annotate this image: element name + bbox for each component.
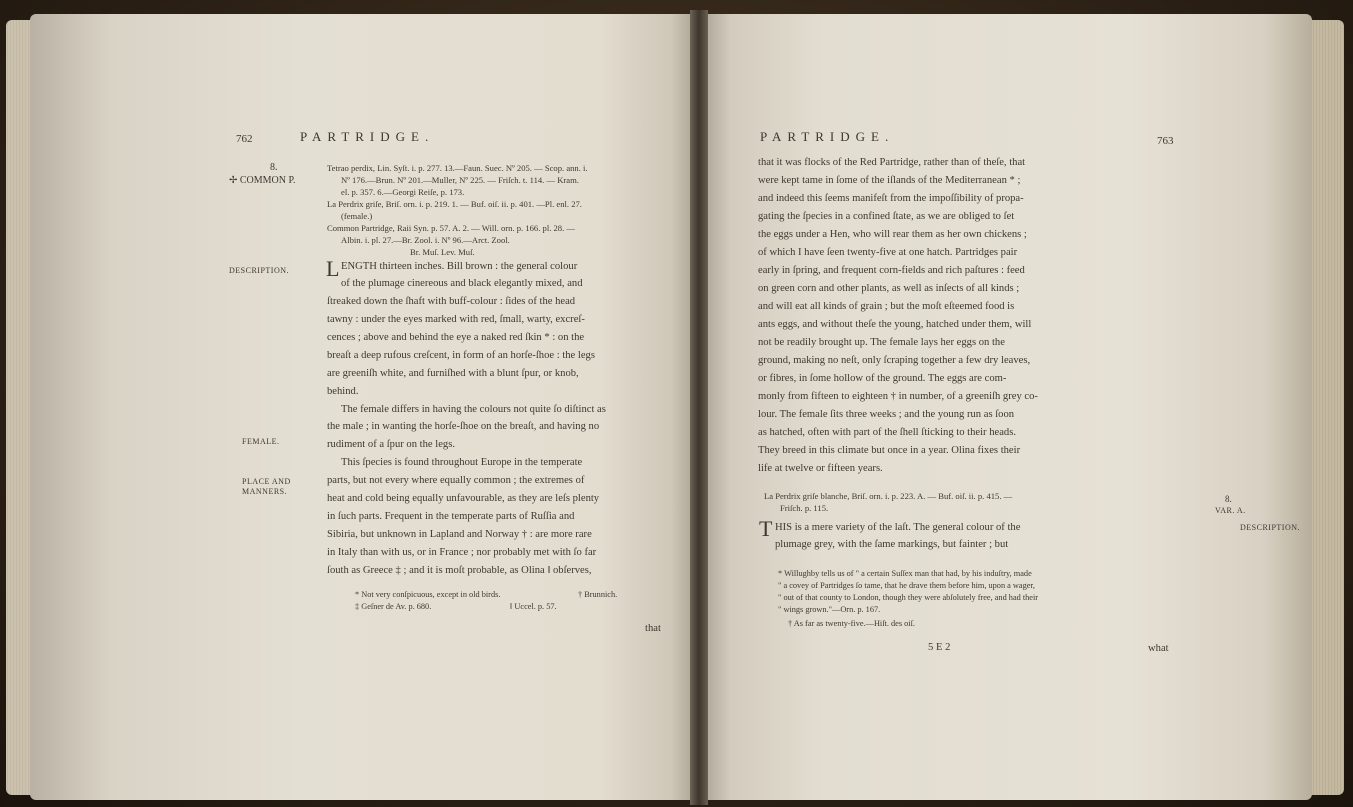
synonymy-line: La Perdrix griſe, Briſ. orn. i. p. 219. 1. — Buf. oiſ. ii. p. 401. —Pl. enl. 27.	[327, 199, 582, 209]
body-line: ſtreaked down the ſhaft with buff-colour : ſides of the head	[327, 296, 576, 307]
body-line: breaſt a deep rufous creſcent, in form of an horſe-ſhoe : the legs	[327, 350, 595, 361]
body-line: ENGTH thirteen inches. Bill brown : the general colour	[341, 261, 578, 272]
synonymy-line: Common Partridge, Raii Syn. p. 57. A. 2. — Will. orn. p. 166. pl. 28. —	[327, 223, 575, 233]
synonymy-line: el. p. 357. 6.—Georgi Reiſe, p. 173.	[341, 187, 465, 197]
body-line: tawny : under the eyes marked with red, ſmall, warty, excreſ-	[327, 314, 585, 325]
body-line: that it was flocks of the Red Partridge, rather than of theſe, that	[758, 157, 1026, 168]
body-line: Sibiria, but unknown in Lapland and Norway † : are more rare	[327, 529, 592, 540]
margin-note-manners: MANNERS.	[242, 487, 288, 496]
var-label: VAR. A.	[1215, 506, 1246, 515]
body-line: the male ; in wanting the horſe-ſhoe on the breaſt, and having no	[327, 421, 600, 432]
synonymy-line: (female.)	[341, 211, 373, 221]
right-page-number: 763	[1157, 135, 1174, 147]
footnote: † Brunnich.	[578, 590, 618, 599]
margin-note-description: DESCRIPTION.	[229, 266, 290, 275]
left-catchword: that	[645, 623, 661, 634]
footnote: " a covey of Partridges ſo tame, that he drave them before him, upon a wager,	[778, 581, 1035, 590]
body-line: of which I have ſeen twenty-five at one hatch. Partridges pair	[758, 247, 1018, 258]
body-line: monly from fifteen to eighteen † in number, of a greeniſh grey co-	[758, 391, 1038, 402]
body-line: as hatched, often with part of the ſhell ſticking to their heads.	[758, 427, 1017, 438]
body-line: and will eat all kinds of grain ; but the moſt eſteemed food is	[758, 301, 1015, 312]
footnote: " wings grown."—Orn. p. 167.	[778, 605, 881, 614]
dropcap-l: L	[326, 256, 340, 281]
synonymy-line: Tetrao perdix, Lin. Syſt. i. p. 277. 13.—Faun. Suec. Nº 205. — Scop. ann. i.	[327, 163, 588, 173]
species-name: ✢ COMMON P.	[229, 175, 296, 186]
footnote: " out of that county to London, though they were abſolutely free, and had their	[778, 593, 1039, 602]
body-line: in ſuch parts. Frequent in the temperate parts of Ruſſia and	[327, 511, 575, 522]
variety-line: HIS is a mere variety of the laſt. The general colour of the	[775, 522, 1021, 533]
body-line: cences ; above and behind the eye a naked red ſkin * : on the	[327, 332, 585, 343]
synonymy-line: Albin. i. pl. 27.—Br. Zool. i. Nº 96.—Arct. Zool.	[341, 235, 510, 245]
signature-mark: 5 E 2	[928, 642, 951, 653]
body-line: were kept tame in ſome of the iſlands of the Mediterranean * ;	[758, 175, 1021, 186]
body-line: in Italy than with us, or in France ; nor probably met with ſo far	[327, 547, 597, 558]
body-line: on green corn and other plants, as well as inſects of all kinds ;	[758, 283, 1020, 294]
right-running-head: PARTRIDGE.	[760, 129, 895, 144]
body-line: lour. The female ſits three weeks ; and the young run as ſoon	[758, 409, 1015, 420]
body-line: They breed in this climate but once in a year. Olina fixes their	[758, 445, 1021, 456]
citation-line: La Perdrix griſe blanche, Briſ. orn. i. p. 223. A. — Buf. oiſ. ii. p. 415. —	[764, 491, 1013, 501]
body-line: heat and cold being equally unfavourable, as they are leſs plenty	[327, 493, 600, 504]
species-number: 8.	[270, 162, 278, 173]
body-line: are greeniſh white, and furniſhed with a blunt ſpur, or knob,	[327, 368, 579, 379]
footnote: ‡ Geſner de Av. p. 680.	[355, 602, 432, 611]
body-line: gating the ſpecies in a confined ſtate, as we are obliged to ſet	[758, 211, 1015, 222]
footnote: ‖ Uccel. p. 57.	[510, 602, 557, 611]
var-number: 8.	[1225, 494, 1232, 504]
footnote: * Willughby tells us of " a certain Suſſex man that had, by his induſtry, made	[778, 569, 1032, 578]
body-line: The female differs in having the colours not quite ſo diſtinct as	[341, 404, 606, 415]
body-line: life at twelve or fifteen years.	[758, 463, 883, 474]
body-line: behind.	[327, 386, 359, 397]
synonymy-line: Br. Muſ. Lev. Muſ.	[410, 247, 475, 257]
margin-note-female: FEMALE.	[242, 437, 280, 446]
dropcap-t: T	[759, 516, 773, 541]
margin-note-place: PLACE AND	[242, 477, 291, 486]
book-gutter	[690, 10, 708, 805]
body-line: early in ſpring, and frequent corn-fields and rich paſtures : feed	[758, 265, 1025, 276]
body-line: and indeed this ſeems manifeſt from the impoſſibility of propa-	[758, 193, 1024, 204]
citation-line: Friſch. p. 115.	[780, 503, 829, 513]
body-line: the eggs under a Hen, who will rear them as her own chickens ;	[758, 229, 1027, 240]
variety-line: plumage grey, with the ſame markings, but fainter ; but	[775, 539, 1009, 550]
left-page-number: 762	[236, 133, 253, 145]
body-line: ants eggs, and without theſe the young, hatched under them, will	[758, 319, 1032, 330]
body-line: rudiment of a ſpur on the legs.	[327, 439, 455, 450]
left-running-head: PARTRIDGE.	[300, 129, 435, 144]
footnote: † As far as twenty-five.—Hiſt. des oiſ.	[788, 619, 915, 628]
synonymy-line: Nº 176.—Brun. Nº 201.—Muller, Nº 225. — Friſch. t. 114. — Kram.	[341, 175, 579, 185]
footnote: * Not very conſpicuous, except in old birds.	[355, 590, 501, 599]
body-line: of the plumage cinereous and black elegantly mixed, and	[341, 278, 583, 289]
body-line: parts, but not every where equally common ; the extremes of	[327, 475, 585, 486]
body-line: ſouth as Greece ‡ ; and it is moſt probable, as Olina ‖ obſerves,	[327, 565, 592, 576]
body-line: ground, making no neſt, only ſcraping together a few dry leaves,	[758, 355, 1031, 366]
body-line: This ſpecies is found throughout Europe in the temperate	[341, 457, 583, 468]
body-line: not be readily brought up. The female lays her eggs on the	[758, 337, 1005, 348]
right-catchword: what	[1148, 643, 1169, 654]
body-line: or fibres, in ſome hollow of the ground. The eggs are com-	[758, 373, 1007, 384]
margin-note-description-r: DESCRIPTION.	[1240, 523, 1301, 532]
